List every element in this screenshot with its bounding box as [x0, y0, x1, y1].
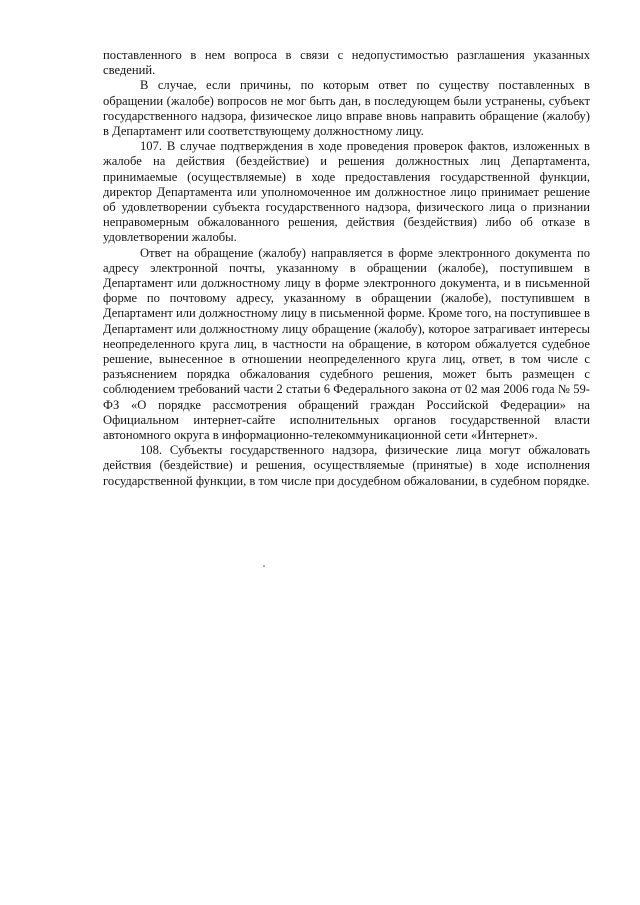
paragraph-item-107: 107. В случае подтверждения в ходе проведения проверок фактов, изложенных в жалобе на действия (бездействие) и решения должностных лиц Департамента, принимаемые (осуществляемые) в ходе предоставления государственной функции, директор Департамента или уполномоченное им должностное лицо принимает решение об удовлетворении субъекта государственного надзора, физического лица о признании неправомерным обжалованного решения, действия (бездействия) либо об отказе в удовлетворении жалобы. — [103, 139, 590, 245]
paragraph-response-form: Ответ на обращение (жалобу) направляется в форме электронного документа по адресу электронной почты, указанному в обращении (жалобе), поступившем в Департамент или должностному лицу в форме электронного документа, и в письменной форме по почтовому адресу, указанному в обращении (жалобе), поступившем в Департамент или должностному лицу в письменной форме. Кроме того, на поступившее в Департамент или должностному лицу обращение (жалобу), которое затрагивает интересы неопределенного круга лиц, в частности на обращение, в котором обжалуется судебное решение, вынесенное в отношении неопределенного круга лиц, ответ, в том числе с разъяснением порядка обжалования судебного решения, может быть размещен с соблюдением требований части 2 статьи 6 Федерального закона от 02 мая 2006 года № 59-ФЗ «О порядке рассмотрения обращений граждан Российской Федерации» на Официальном интернет-сайте исполнительных органов государственной власти автономного округа в информационно-телекоммуникационной сети «Интернет». — [103, 245, 590, 443]
paragraph-reasons-eliminated: В случае, если причины, по которым ответ по существу поставленных в обращении (жалобе) вопросов не мог быть дан, в последующем были устранены, субъект государственного надзора, физическое лицо вправе вновь направить обращение (жалобу) в Департамент или соответствующему должностному лицу. — [103, 78, 590, 139]
document-body — [103, 48, 590, 489]
paragraph-continuation: поставленного в нем вопроса в связи с недопустимостью разглашения указанных сведений. — [103, 48, 590, 78]
scan-speck — [263, 565, 265, 567]
paragraph-item-108: 108. Субъекты государственного надзора, физические лица могут обжаловать действия (бездействие) и решения, осуществляемые (принятые) в ходе исполнения государственной функции, в том числе при досудебном обжаловании, в судебном порядке. — [103, 443, 590, 488]
